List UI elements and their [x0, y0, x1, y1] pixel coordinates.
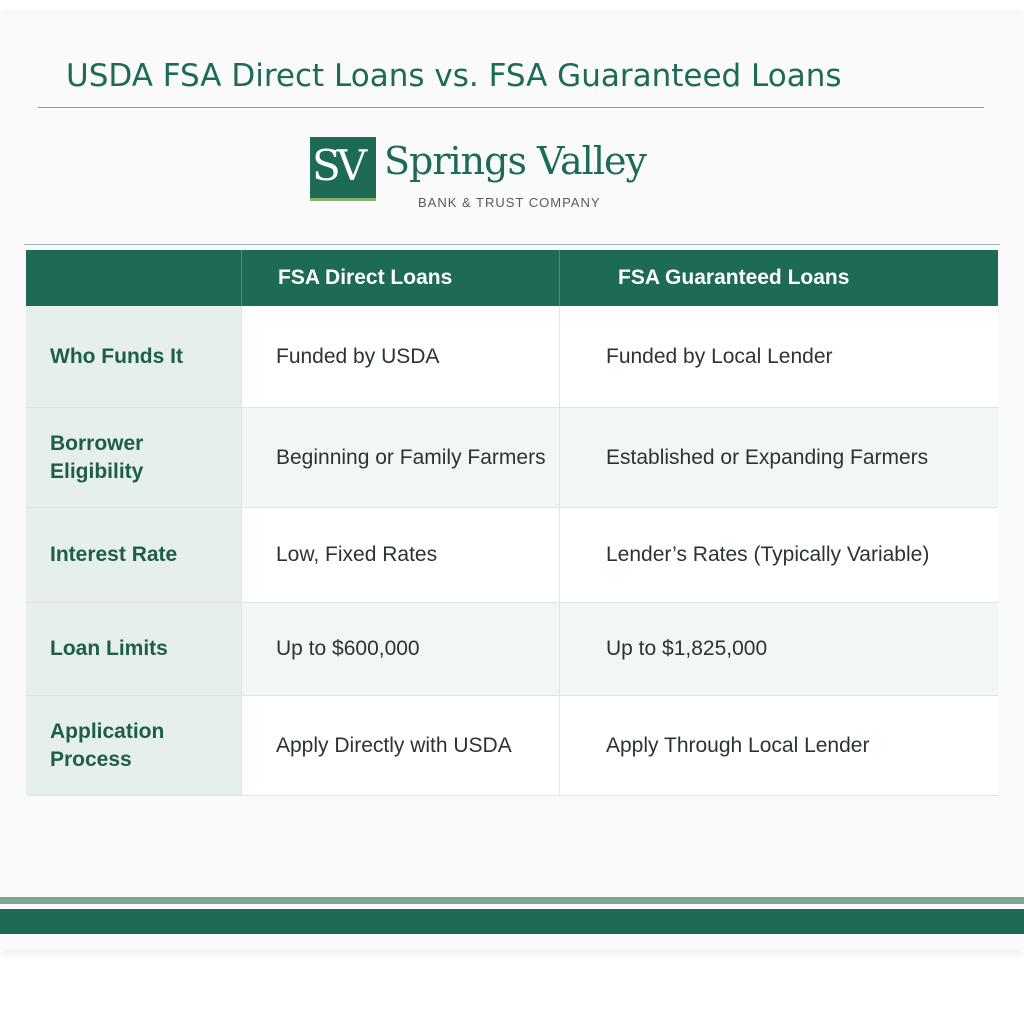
- logo-name: Springs Valley: [384, 139, 646, 183]
- table-row: [26, 696, 998, 796]
- direct-cell: Low, Fixed Rates: [241, 508, 559, 602]
- bank-logo: [310, 137, 650, 217]
- footer-accent-band: [0, 897, 1024, 904]
- table-row: [26, 508, 998, 603]
- table-row: [26, 408, 998, 508]
- title-divider: [38, 107, 984, 108]
- comparison-table: [26, 250, 998, 796]
- logo-mark: [310, 137, 376, 201]
- row-label: Application Process: [26, 696, 241, 795]
- guaranteed-cell: Established or Expanding Farmers: [559, 408, 998, 507]
- table-header-row: [26, 250, 998, 306]
- table-row: [26, 306, 998, 408]
- table-top-divider: [24, 244, 1000, 245]
- table-row: [26, 603, 998, 696]
- logo-subtitle: BANK & TRUST COMPANY: [418, 195, 601, 210]
- row-label: Borrower Eligibility: [26, 408, 241, 507]
- direct-cell: Apply Directly with USDA: [241, 696, 559, 795]
- row-label: Interest Rate: [26, 508, 241, 602]
- header-cell-guaranteed: FSA Guaranteed Loans: [559, 250, 998, 306]
- guaranteed-cell: Funded by Local Lender: [559, 306, 998, 407]
- header-cell-direct: FSA Direct Loans: [241, 250, 559, 306]
- footer-band: [0, 909, 1024, 934]
- direct-cell: Beginning or Family Farmers: [241, 408, 559, 507]
- row-label: Who Funds It: [26, 306, 241, 407]
- header-cell-empty: [26, 250, 241, 306]
- guaranteed-cell: Lender’s Rates (Typically Variable): [559, 508, 998, 602]
- direct-cell: Funded by USDA: [241, 306, 559, 407]
- row-label: Loan Limits: [26, 603, 241, 695]
- guaranteed-cell: Apply Through Local Lender: [559, 696, 998, 795]
- guaranteed-cell: Up to $1,825,000: [559, 603, 998, 695]
- logo-mark-text: SV: [312, 141, 364, 190]
- page-title: USDA FSA Direct Loans vs. FSA Guaranteed Loans: [66, 58, 842, 94]
- direct-cell: Up to $600,000: [241, 603, 559, 695]
